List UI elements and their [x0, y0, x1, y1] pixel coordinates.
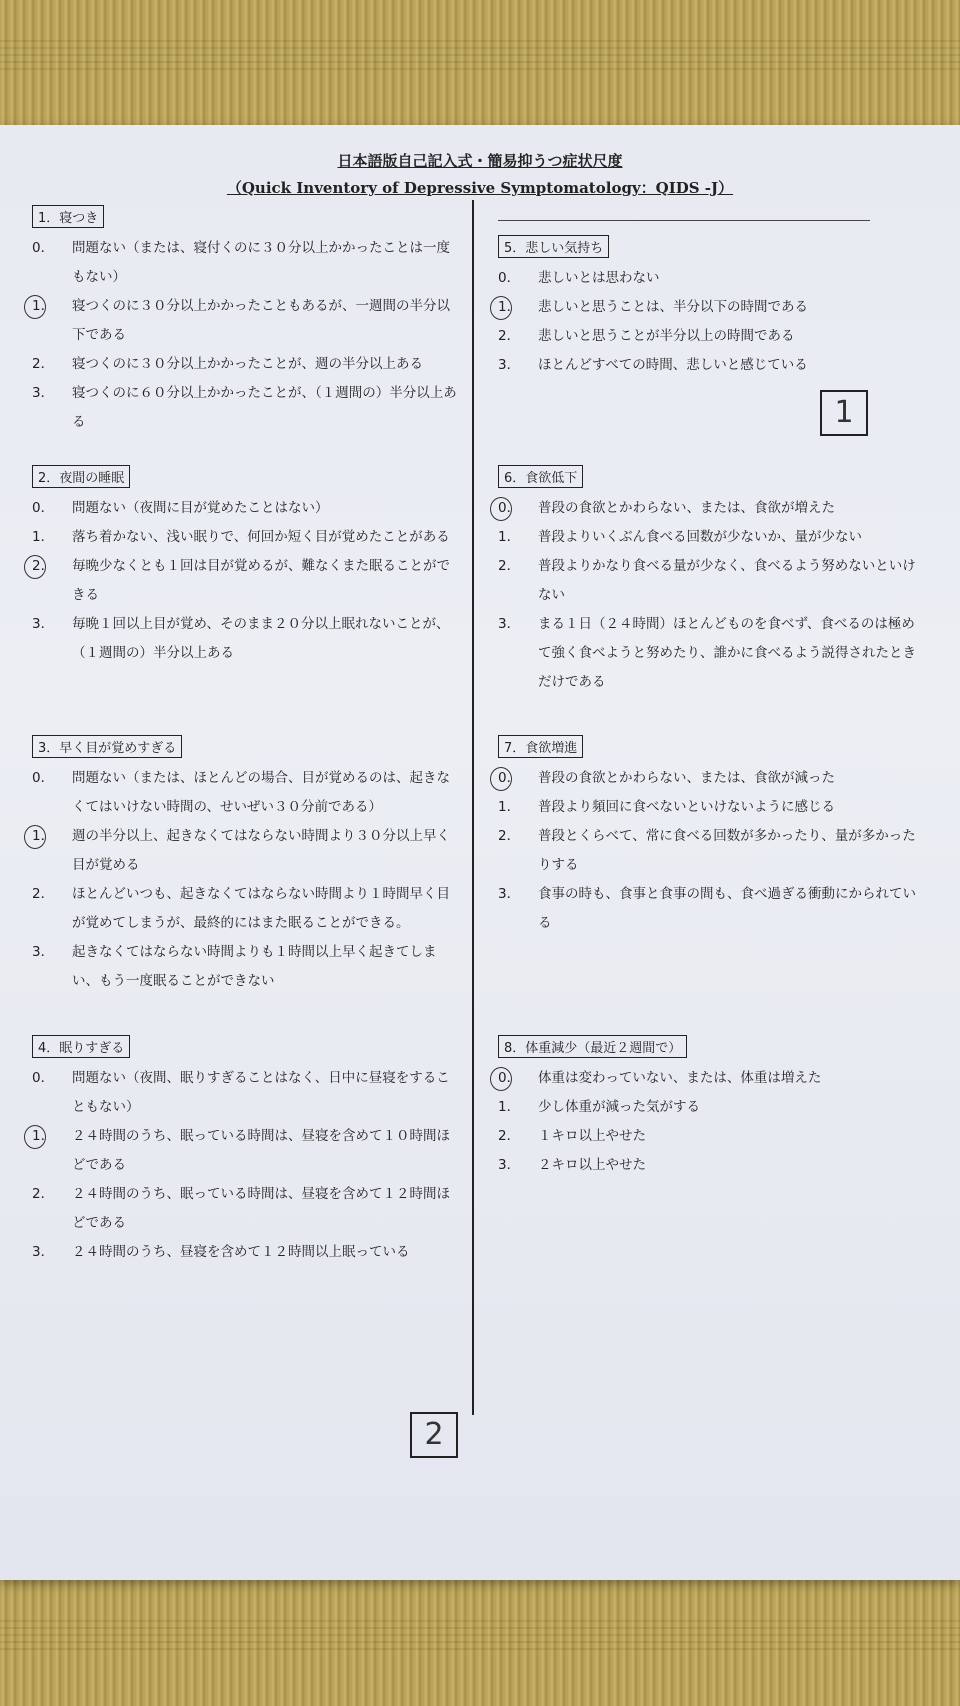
section-heading: 8．体重減少（最近２週間で）: [498, 1035, 687, 1058]
question-oversleeping: [32, 1035, 457, 1267]
option-0[interactable]: 0． 悲しいとは思わない: [498, 270, 660, 286]
section-heading: 5．悲しい気持ち: [498, 235, 609, 258]
option-1-selected[interactable]: 1． 悲しいと思うことは、半分以下の時間である: [498, 293, 918, 322]
document-subtitle: （Quick Inventory of Depressive Symptomatology：QIDS -J）: [226, 179, 734, 197]
option-3[interactable]: 3． ２キロ以上やせた: [498, 1157, 646, 1173]
option-2-selected[interactable]: 2． 毎晩少なくとも１回は目が覚めるが、難なくまた眠ることができる: [32, 552, 457, 610]
tatami-texture-top: [0, 40, 960, 70]
column-divider: [472, 200, 474, 1415]
question-weight-loss: [498, 1035, 918, 1180]
question-sleep-onset: [32, 205, 457, 437]
section-heading: 6．食欲低下: [498, 465, 583, 488]
option-2[interactable]: 2． ほとんどいつも、起きなくてはならない時間より１時間早く目が覚めてしまうが、最終的にはまた眠ることができる。: [32, 886, 450, 931]
document-title: 日本語版自己記入式・簡易抑うつ症状尺度: [337, 152, 623, 170]
handwritten-score-box-right: 1: [820, 390, 868, 436]
option-3[interactable]: 3． まる１日（２４時間）ほとんどものを食べず、食べるのは極めて強く食べようと努めたり、誰かに食べるよう説得されたときだけである: [498, 616, 916, 690]
option-0[interactable]: 0． 問題ない（または、寝付くのに３０分以上かかったことは一度もない）: [32, 240, 450, 285]
option-0[interactable]: 0． 問題ない（夜間に目が覚めたことはない）: [32, 500, 329, 516]
option-2[interactable]: 2． 悲しいと思うことが半分以上の時間である: [498, 328, 795, 344]
option-1-selected[interactable]: 1． 週の半分以上、起きなくてはならない時間より３０分以上早く目が覚める: [32, 822, 457, 880]
section-heading: 4．眠りすぎる: [32, 1035, 130, 1058]
question-sadness: [498, 235, 918, 380]
question-appetite-decrease: [498, 465, 918, 697]
option-1[interactable]: 1． 少し体重が減った気がする: [498, 1099, 700, 1115]
question-night-sleep: [32, 465, 457, 668]
question-early-waking: [32, 735, 457, 996]
option-3[interactable]: 3． 寝つくのに６０分以上かかったことが、（１週間の）半分以上ある: [32, 385, 457, 430]
right-top-rule: [498, 220, 870, 221]
option-3[interactable]: 3． 毎晩１回以上目が覚め、そのまま２０分以上眠れないことが、（１週間の）半分以上ある: [32, 616, 450, 661]
option-2[interactable]: 2． 普段とくらべて、常に食べる回数が多かったり、量が多かったりする: [498, 828, 916, 873]
option-2[interactable]: 2． 普段よりかなり食べる量が少なく、食べるよう努めないといけない: [498, 558, 916, 603]
option-1[interactable]: 1． 普段よりいくぶん食べる回数が少ないか、量が少ない: [498, 529, 862, 545]
option-0[interactable]: 0． 問題ない（または、ほとんどの場合、目が覚めるのは、起きなくてはいけない時間の、せいぜい３０分前である）: [32, 770, 450, 815]
option-3[interactable]: 3． ２４時間のうち、昼寝を含めて１２時間以上眠っている: [32, 1244, 410, 1260]
question-appetite-increase: [498, 735, 918, 938]
section-heading: 1．寝つき: [32, 205, 104, 228]
option-1[interactable]: 1． 落ち着かない、浅い眠りで、何回か短く目が覚めたことがある: [32, 529, 450, 545]
option-0[interactable]: 0． 問題ない（夜間、眠りすぎることはなく、日中に昼寝をすることもない）: [32, 1070, 450, 1115]
option-1[interactable]: 1． 普段より頻回に食べないといけないように感じる: [498, 799, 835, 815]
option-2[interactable]: 2． ２４時間のうち、眠っている時間は、昼寝を含めて１２時間ほどである: [32, 1186, 450, 1231]
option-1-selected[interactable]: 1． 寝つくのに３０分以上かかったこともあるが、一週間の半分以下である: [32, 292, 457, 350]
option-3[interactable]: 3． 食事の時も、食事と食事の間も、食べ過ぎる衝動にかられている: [498, 886, 916, 931]
option-2[interactable]: 2． 寝つくのに３０分以上かかったことが、週の半分以上ある: [32, 356, 423, 372]
handwritten-score-box-bottom: 2: [410, 1412, 458, 1458]
section-heading: 7．食欲増進: [498, 735, 583, 758]
tatami-texture-bottom: [0, 1620, 960, 1650]
section-heading: 3．早く目が覚めすぎる: [32, 735, 182, 758]
option-2[interactable]: 2． １キロ以上やせた: [498, 1128, 646, 1144]
option-3[interactable]: 3． 起きなくてはならない時間よりも１時間以上早く起きてしまい、もう一度眠ることができない: [32, 944, 437, 989]
option-1-selected[interactable]: 1． ２４時間のうち、眠っている時間は、昼寝を含めて１０時間ほどである: [32, 1122, 457, 1180]
option-0-selected[interactable]: 0． 体重は変わっていない、または、体重は増えた: [498, 1064, 918, 1093]
option-0-selected[interactable]: 0． 普段の食欲とかわらない、または、食欲が減った: [498, 764, 918, 793]
option-3[interactable]: 3． ほとんどすべての時間、悲しいと感じている: [498, 357, 808, 373]
option-0-selected[interactable]: 0． 普段の食欲とかわらない、または、食欲が増えた: [498, 494, 918, 523]
section-heading: 2．夜間の睡眠: [32, 465, 130, 488]
